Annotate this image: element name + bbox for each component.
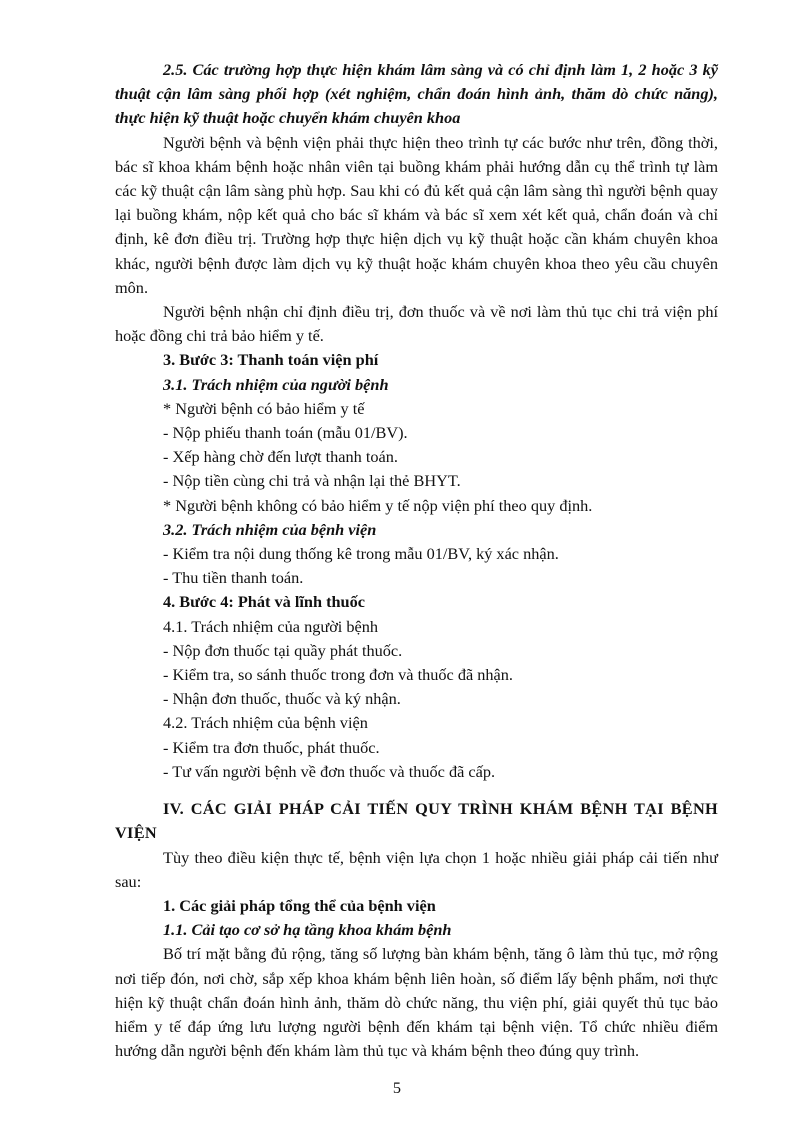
- step-4-heading: 4. Bước 4: Phát và lĩnh thuốc: [163, 592, 365, 612]
- list-item: - Kiểm tra đơn thuốc, phát thuốc.: [163, 737, 380, 757]
- list-item: - Nộp đơn thuốc tại quầy phát thuốc.: [163, 640, 403, 660]
- step-4-1-heading: 4.1. Trách nhiệm của người bệnh: [163, 616, 379, 636]
- list-item: * Người bệnh không có bảo hiểm y tế nộp viện phí theo quy định.: [163, 495, 593, 515]
- section-2-5-paragraph-1: Người bệnh và bệnh viện phải thực hiện theo trình tự các bước như trên, đồng thời, bác sĩ khoa khám bệnh hoặc nhân viên tại buồng khám phải hướng dẫn cụ thể trình tự làm các kỹ thuật cận lâm sàng phù hợp. Sau khi có đủ kết quả cận lâm sàng thì người bệnh quay lại buồng khám, nộp kết quả cho bác sĩ khám và bác sĩ xem xét kết quả, chẩn đoán và chỉ định, kê đơn điều trị. Trường hợp thực hiện dịch vụ kỹ thuật hoặc cần khám chuyên khoa khác, người bệnh được làm dịch vụ kỹ thuật hoặc khám chuyên khoa theo yêu cầu chuyên môn.: [115, 132, 718, 297]
- list-item: - Tư vấn người bệnh về đơn thuốc và thuốc đã cấp.: [163, 761, 496, 781]
- step-3-2-heading: 3.2. Trách nhiệm của bệnh viện: [163, 519, 377, 539]
- list-item: - Nhận đơn thuốc, thuốc và ký nhận.: [163, 689, 401, 709]
- section-iv-intro: Tùy theo điều kiện thực tế, bệnh viện lựa chọn 1 hoặc nhiều giải pháp cải tiến như sau:: [115, 847, 718, 891]
- step-3-1-heading: 3.1. Trách nhiệm của người bệnh: [163, 374, 389, 394]
- section-iv-1-1-heading: 1.1. Cải tạo cơ sở hạ tầng khoa khám bệnh: [163, 920, 452, 940]
- section-2-5-paragraph-2: Người bệnh nhận chỉ định điều trị, đơn thuốc và về nơi làm thủ tục chi trả viện phí hoặc đồng chi trả bảo hiểm y tế.: [115, 302, 718, 346]
- list-item: - Xếp hàng chờ đến lượt thanh toán.: [163, 447, 398, 467]
- section-iv-heading: IV. CÁC GIẢI PHÁP CẢI TIẾN QUY TRÌNH KHÁM BỆNH TẠI BỆNH VIỆN: [115, 799, 718, 843]
- list-item: - Thu tiền thanh toán.: [163, 568, 304, 588]
- list-item: - Kiểm tra, so sánh thuốc trong đơn và thuốc đã nhận.: [163, 665, 513, 685]
- section-iv-1-heading: 1. Các giải pháp tổng thể của bệnh viện: [163, 895, 436, 915]
- list-item: - Nộp tiền cùng chi trả và nhận lại thẻ BHYT.: [163, 471, 461, 491]
- list-item: * Người bệnh có bảo hiểm y tế: [163, 398, 365, 418]
- document-page: [115, 58, 718, 1063]
- step-3-heading: 3. Bước 3: Thanh toán viện phí: [163, 350, 379, 370]
- section-iv-1-1-paragraph: Bố trí mặt bằng đủ rộng, tăng số lượng bàn khám bệnh, tăng ô làm thủ tục, mở rộng nơi tiếp đón, nơi chờ, sắp xếp khoa khám bệnh liên hoàn, số điểm lấy bệnh phẩm, nơi thực hiện kỹ thuật chẩn đoán hình ảnh, thăm dò chức năng, thu viện phí, giải quyết thủ tục bảo hiểm y tế đáp ứng lưu lượng người bệnh đến khám tại bệnh viện. Tổ chức nhiều điểm hướng dẫn người bệnh đến khám làm thủ tục và khám bệnh theo đúng quy trình.: [115, 944, 718, 1061]
- section-2-5-heading: 2.5. Các trường hợp thực hiện khám lâm sàng và có chỉ định làm 1, 2 hoặc 3 kỹ thuật cận lâm sàng phối hợp (xét nghiệm, chẩn đoán hình ảnh, thăm dò chức năng), thực hiện kỹ thuật hoặc chuyển khám chuyên khoa: [115, 60, 718, 128]
- list-item: - Kiểm tra nội dung thống kê trong mẫu 01/BV, ký xác nhận.: [163, 544, 559, 564]
- list-item: - Nộp phiếu thanh toán (mẫu 01/BV).: [163, 423, 408, 443]
- page-number: 5: [392, 1078, 402, 1097]
- step-4-2-heading: 4.2. Trách nhiệm của bệnh viện: [163, 713, 368, 733]
